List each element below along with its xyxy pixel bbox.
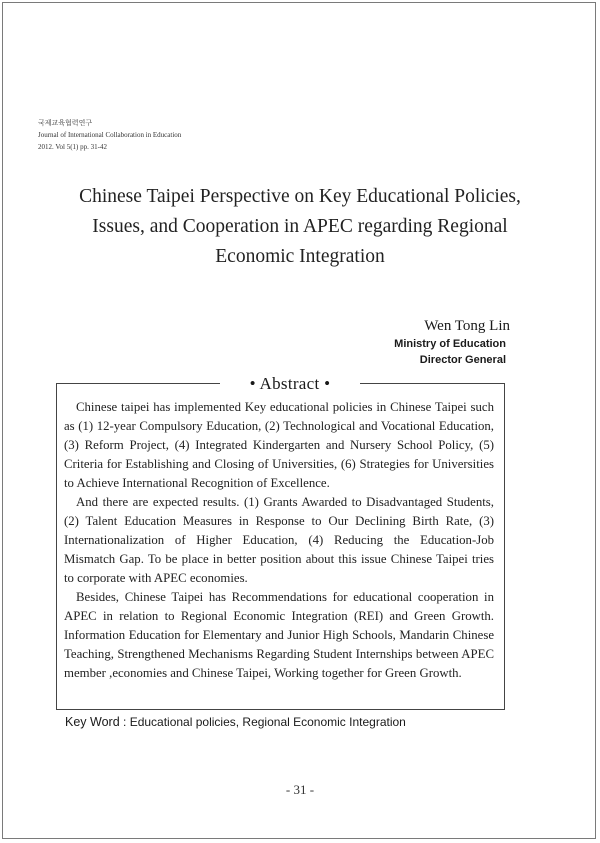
journal-citation: 2012. Vol 5(1) pp. 31-42 — [38, 143, 107, 151]
author-name: Wen Tong Lin — [424, 318, 510, 334]
abstract-paragraph: And there are expected results. (1) Grants Awarded to Disadvantaged Students, (2) Talent Education Measures in Response to Our Declining Birth Rate, (3) Internationalization of Higher Education, (4) Reducing the Education-Job Mismatch Gap. To be place in better position about this issue Chinese Taipei tries to corporate with APEC economies. — [64, 495, 494, 585]
journal-korean-title: 국제교육협력연구 — [38, 119, 93, 127]
author-affiliation: Ministry of Education — [394, 338, 506, 350]
title-line: Issues, and Cooperation in APEC regarding Regional — [92, 216, 508, 237]
abstract-paragraph: Besides, Chinese Taipei has Recommendations for educational cooperation in APEC in relation to Regional Economic Integration (REI) and Green Growth. Information Education for Elementary and Junior High Schools, Mandarin Chinese Teaching, Strengthened Mechanisms Regarding Student Internships between APEC member ,economies and Chinese Taipei, Working together for Green Growth. — [64, 590, 494, 680]
keywords — [65, 715, 406, 729]
journal-header — [38, 117, 181, 153]
keywords-text: Educational policies, Regional Economic Integration — [129, 715, 406, 729]
title-line: Chinese Taipei Perspective on Key Educational Policies, — [79, 186, 521, 207]
journal-english-title: Journal of International Collaboration in Education — [38, 131, 182, 139]
abstract-body — [64, 398, 494, 683]
title-line: Economic Integration — [215, 246, 385, 267]
abstract-heading: • Abstract • — [220, 374, 360, 394]
keywords-label: Key Word — [65, 715, 120, 729]
author-position: Director General — [419, 354, 506, 366]
page-number: - 31 - — [285, 782, 315, 797]
paper-title — [40, 182, 560, 272]
abstract-paragraph: Chinese taipei has implemented Key educational policies in Chinese Taipei such as (1) 12-year Compulsory Education, (2) Technological and Vocational Education, (3) Reform Project, (4) Integrated Kindergarten and Nursery School Policy, (5) Criteria for Establishing and Closing of Universities, (6) Strategies for Universities to Achieve International Recognition of Excellence. — [64, 400, 494, 490]
keywords-separator: : — [123, 715, 127, 729]
